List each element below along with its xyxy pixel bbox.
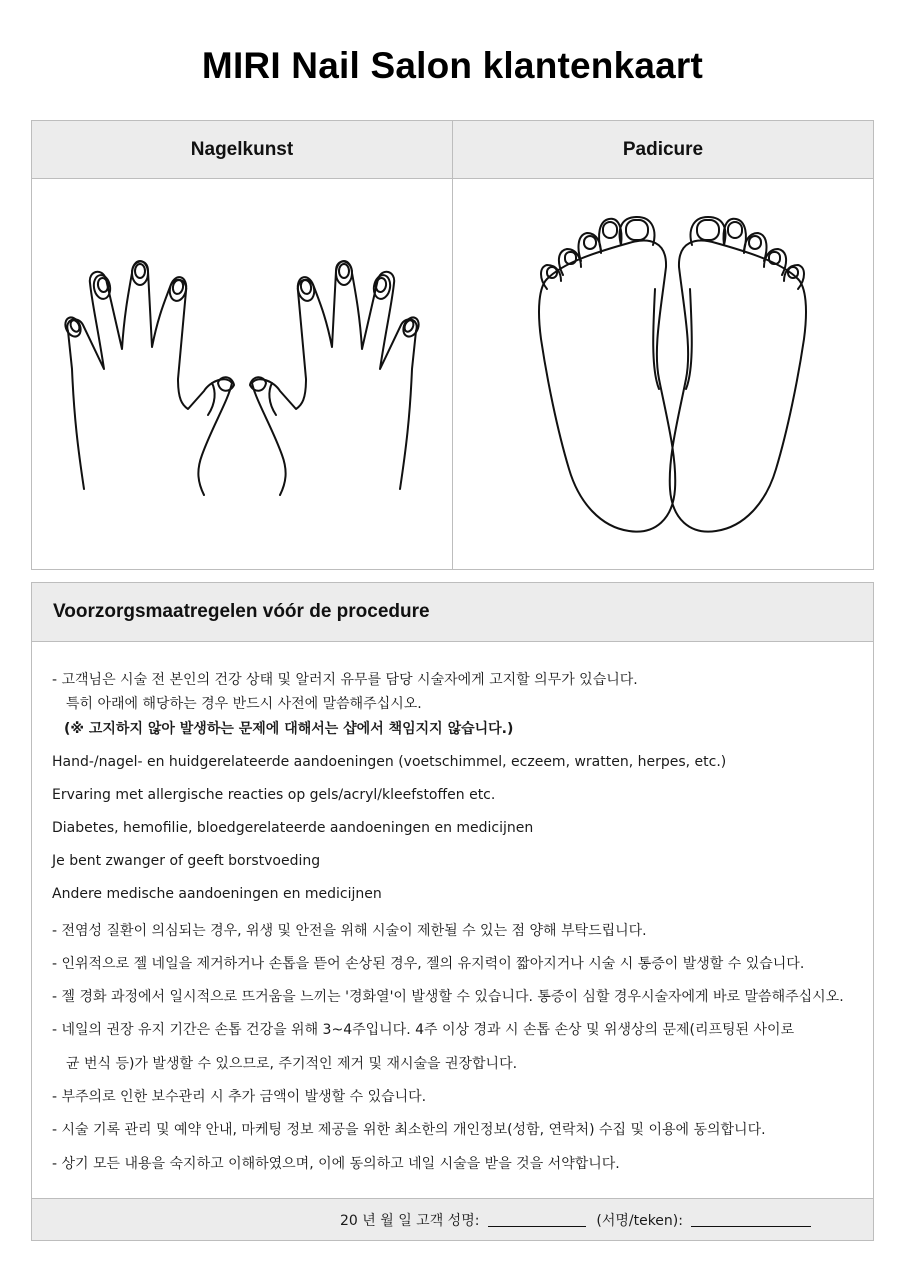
precaution-line: - 인위적으로 젤 네일을 제거하거나 손톱을 뜯어 손상된 경우, 젤의 유지력이 짧아지거나 시술 시 통증이 발생할 수 있습니다. <box>52 956 805 972</box>
column-header-pedicure: Padicure <box>453 121 873 179</box>
feet-outline-icon <box>453 179 873 569</box>
hands-outline-icon <box>32 179 452 569</box>
signature-field[interactable] <box>691 1212 811 1227</box>
date-name-label: 20 년 월 일 고객 성명: <box>340 1213 480 1229</box>
precaution-line: 균 번식 등)가 발생할 수 있으므로, 주기적인 제거 및 재시술을 권장합니다. <box>66 1056 518 1072</box>
precautions-heading: Voorzorgsmaatregelen vóór de procedure <box>32 583 873 642</box>
precaution-line: - 부주의로 인한 보수관리 시 추가 금액이 발생할 수 있습니다. <box>52 1089 427 1105</box>
page-title: MIRI Nail Salon klantenkaart <box>201 45 704 86</box>
precaution-condition: Diabetes, hemofilie, bloedgerelateerde aandoeningen en medicijnen <box>52 820 534 836</box>
precaution-condition: Hand-/nagel- en huidgerelateerde aandoeningen (voetschimmel, eczeem, wratten, herpes, etc.) <box>52 754 727 770</box>
diagram-table <box>31 120 874 570</box>
precaution-line: - 네일의 권장 유지 기간은 손톱 건강을 위해 3~4주입니다. 4주 이상 경과 시 손톱 손상 및 위생상의 문제(리프팅된 사이로 <box>52 1022 795 1038</box>
signature-bar <box>32 1198 873 1240</box>
customer-name-field[interactable] <box>488 1212 586 1227</box>
precautions-section <box>31 582 874 1241</box>
precaution-line: - 상기 모든 내용을 숙지하고 이해하였으며, 이에 동의하고 네일 시술을 받을 것을 서약합니다. <box>52 1156 620 1172</box>
hands-diagram-cell <box>32 179 453 569</box>
precaution-line: - 젤 경화 과정에서 일시적으로 뜨거움을 느끼는 '경화열'이 발생할 수 있습니다. 통증이 심할 경우시술자에게 바로 말씀해주십시오. <box>52 989 844 1005</box>
precaution-line: - 시술 기록 관리 및 예약 안내, 마케팅 정보 제공을 위한 최소한의 개인정보(성함, 연락처) 수집 및 이용에 동의합니다. <box>52 1122 766 1138</box>
precaution-condition: Je bent zwanger of geeft borstvoeding <box>52 853 321 869</box>
signature-label: (서명/teken): <box>596 1213 683 1229</box>
precaution-disclaimer: (※ 고지하지 않아 발생하는 문제에 대해서는 샵에서 책임지지 않습니다.) <box>64 721 514 737</box>
precaution-condition: Ervaring met allergische reacties op gels/acryl/kleefstoffen etc. <box>52 787 496 803</box>
column-header-nail-art: Nagelkunst <box>32 121 453 179</box>
precaution-line: - 전염성 질환이 의심되는 경우, 위생 및 안전을 위해 시술이 제한될 수 있는 점 양해 부탁드립니다. <box>52 923 647 939</box>
precaution-condition: Andere medische aandoeningen en medicijnen <box>52 886 382 902</box>
feet-diagram-cell <box>453 179 873 569</box>
signature-row <box>340 1210 811 1230</box>
precaution-line: - 고객님은 시술 전 본인의 건강 상태 및 알러지 유무를 담당 시술자에게 고지할 의무가 있습니다. <box>52 672 638 688</box>
precaution-line: 특히 아래에 해당하는 경우 반드시 사전에 말씀해주십시오. <box>66 696 422 712</box>
